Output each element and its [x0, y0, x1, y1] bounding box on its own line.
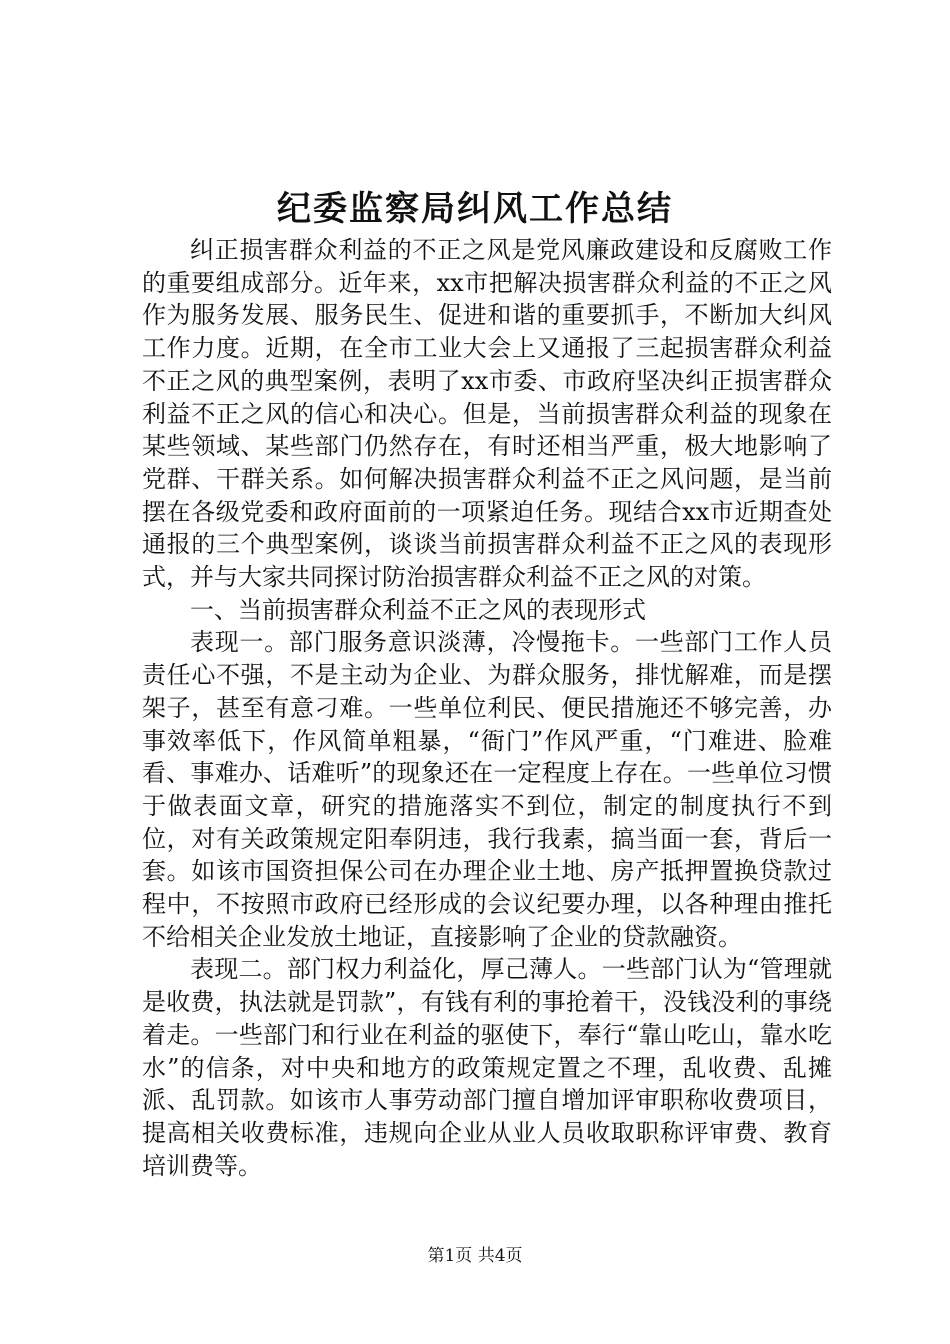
section-heading: 一、当前损害群众利益不正之风的表现形式	[190, 595, 646, 624]
document-title: 纪委监察局纠风工作总结	[277, 189, 673, 229]
page-number-footer: 第1页 共4页	[427, 1246, 523, 1266]
paragraph-intro: 纠正损害群众利益的不正之风是党风廉政建设和反腐败工作的重要组成部分。近年来，xx市把解决损害群众利益的不正之风作为服务发展、服务民生、促进和谐的重要抓手，不断加大纠风工作力度。近期，在全市工业大会上又通报了三起损害群众利益不正之风的典型案例，表明了xx市委、市政府坚决纠正损害群众利益不正之风的信心和决心。但是，当前损害群众利益的现象在某些领域、某些部门仍然存在，有时还相当严重，极大地影响了党群、干群关系。如何解决损害群众利益不正之风问题，是当前摆在各级党委和政府面前的一项紧迫任务。现结合xx市近期查处通报的三个典型案例，谈谈当前损害群众利益不正之风的表现形式，并与大家共同探讨防治损害群众利益不正之风的对策。	[142, 236, 832, 592]
document-body	[142, 234, 832, 1182]
paragraph-manifestation-two: 表现二。部门权力利益化，厚己薄人。一些部门认为“管理就是收费，执法就是罚款”，有钱有利的事抢着干，没钱没利的事绕着走。一些部门和行业在利益的驱使下，奉行“靠山吃山，靠水吃水”的信条，对中央和地方的政策规定置之不理，乱收费、乱摊派、乱罚款。如该市人事劳动部门擅自增加评审职称收费项目，提高相关收费标准，违规向企业从业人员收取职称评审费、教育培训费等。	[142, 955, 832, 1180]
paragraph-manifestation-one: 表现一。部门服务意识淡薄，冷慢拖卡。一些部门工作人员责任心不强，不是主动为企业、为群众服务，排忧解难，而是摆架子，甚至有意刁难。一些单位利民、便民措施还不够完善，办事效率低下，作风简单粗暴，“衙门”作风严重，“门难进、脸难看、事难办、话难听”的现象还在一定程度上存在。一些单位习惯于做表面文章，研究的措施落实不到位，制定的制度执行不到位，对有关政策规定阳奉阴违，我行我素，搞当面一套，背后一套。如该市国资担保公司在办理企业土地、房产抵押置换贷款过程中，不按照市政府已经形成的会议纪要办理，以各种理由推托不给相关企业发放土地证，直接影响了企业的贷款融资。	[142, 628, 832, 951]
